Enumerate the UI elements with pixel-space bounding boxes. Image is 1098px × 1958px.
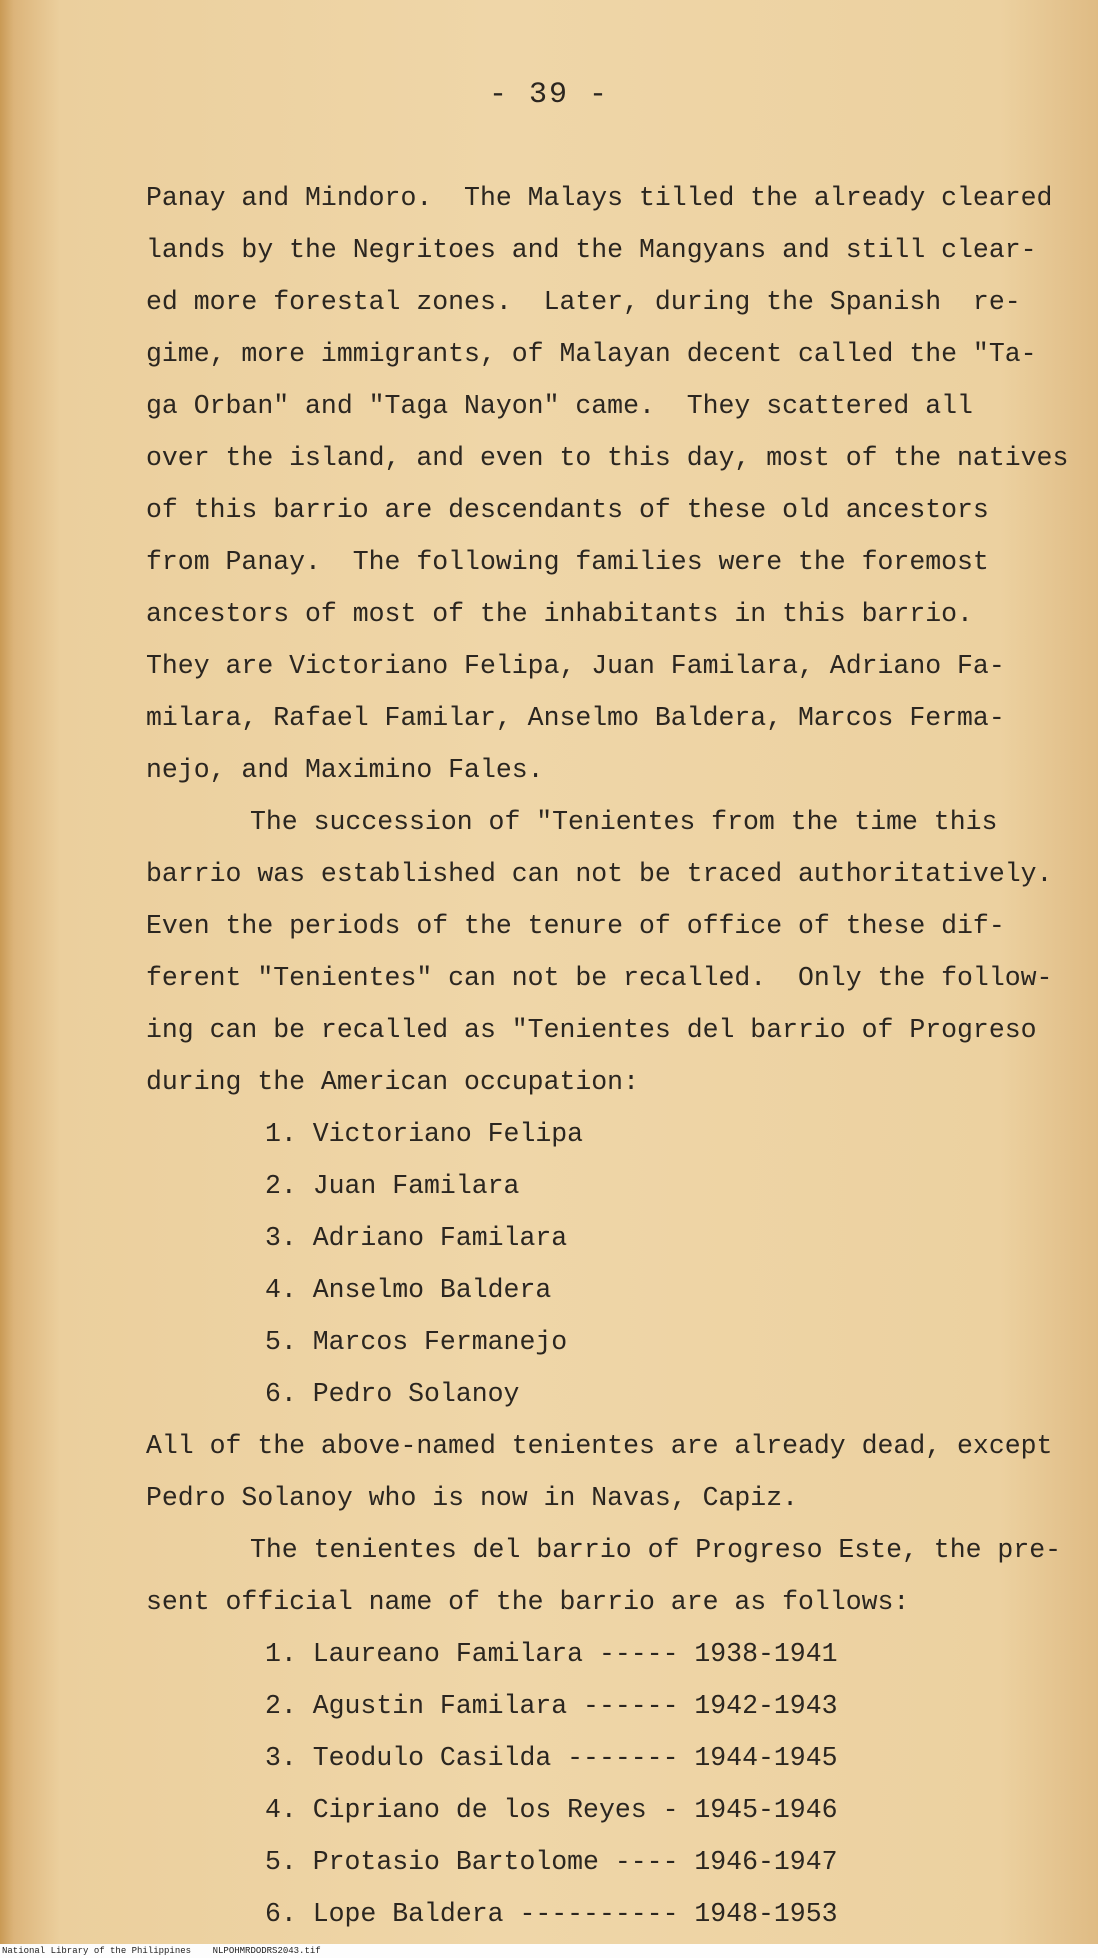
- teniente-list-item: 6. Pedro Solanoy: [265, 1379, 520, 1409]
- teniente-list-item: 1. Victoriano Felipa: [265, 1119, 584, 1149]
- paragraph2-line: Even the periods of the tenure of office of these dif-: [146, 911, 1005, 941]
- paragraph1-line: over the island, and even to this day, most of the natives: [146, 443, 1069, 473]
- teniente-este-list-item: 3. Teodulo Casilda ------- 1944-1945: [265, 1743, 838, 1773]
- teniente-este-list-item: 1. Laureano Familara ----- 1938-1941: [265, 1639, 838, 1669]
- paragraph1-line: ga Orban" and "Taga Nayon" came. They scattered all: [146, 391, 973, 421]
- teniente-list-item: 3. Adriano Familara: [265, 1223, 568, 1253]
- paragraph2-line: ferent "Tenientes" can not be recalled. Only the follow-: [146, 963, 1053, 993]
- paragraph3-line: All of the above-named tenientes are already dead, except: [146, 1431, 1053, 1461]
- paragraph2-line: ing can be recalled as "Tenientes del barrio of Progreso: [146, 1015, 1037, 1045]
- paragraph1-line: from Panay. The following families were the foremost: [146, 547, 989, 577]
- paragraph2-line: during the American occupation:: [146, 1067, 639, 1097]
- paragraph1-line: milara, Rafael Familar, Anselmo Baldera, Marcos Ferma-: [146, 703, 1005, 733]
- paragraph1-line: They are Victoriano Felipa, Juan Familara, Adriano Fa-: [146, 651, 1005, 681]
- paragraph1-line: nejo, and Maximino Fales.: [146, 755, 544, 785]
- teniente-list-item: 5. Marcos Fermanejo: [265, 1327, 568, 1357]
- teniente-list-item: 2. Juan Familara: [265, 1171, 520, 1201]
- teniente-este-list-item: 6. Lope Baldera ---------- 1948-1953: [265, 1899, 838, 1929]
- page-number: - 39 -: [488, 78, 610, 112]
- scan-footer: National Library of the Philippines NLPOHMRDODRS2043.tif: [0, 1944, 1098, 1958]
- paragraph4-line: sent official name of the barrio are as follows:: [146, 1587, 910, 1617]
- teniente-este-list-item: 4. Cipriano de los Reyes - 1945-1946: [265, 1795, 838, 1825]
- paragraph1-line: of this barrio are descendants of these old ancestors: [146, 495, 989, 525]
- paragraph2-line: barrio was established can not be traced authoritatively.: [146, 859, 1053, 889]
- paragraph1-line: gime, more immigrants, of Malayan decent called the "Ta-: [146, 339, 1037, 369]
- paragraph1-line: ed more forestal zones. Later, during the Spanish re-: [146, 287, 1021, 317]
- teniente-este-list-item: 2. Agustin Familara ------ 1942-1943: [265, 1691, 838, 1721]
- paragraph4-line: The tenientes del barrio of Progreso Este, the pre-: [250, 1535, 1062, 1565]
- teniente-este-list-item: 5. Protasio Bartolome ---- 1946-1947: [265, 1847, 838, 1877]
- paragraph1-line: lands by the Negritoes and the Mangyans and still clear-: [146, 235, 1037, 265]
- paragraph1-line: ancestors of most of the inhabitants in this barrio.: [146, 599, 973, 629]
- paragraph1-line: Panay and Mindoro. The Malays tilled the already cleared: [146, 183, 1053, 213]
- paragraph2-line: The succession of "Tenientes from the time this: [250, 807, 998, 837]
- paragraph3-line: Pedro Solanoy who is now in Navas, Capiz.: [146, 1483, 799, 1513]
- teniente-list-item: 4. Anselmo Baldera: [265, 1275, 552, 1305]
